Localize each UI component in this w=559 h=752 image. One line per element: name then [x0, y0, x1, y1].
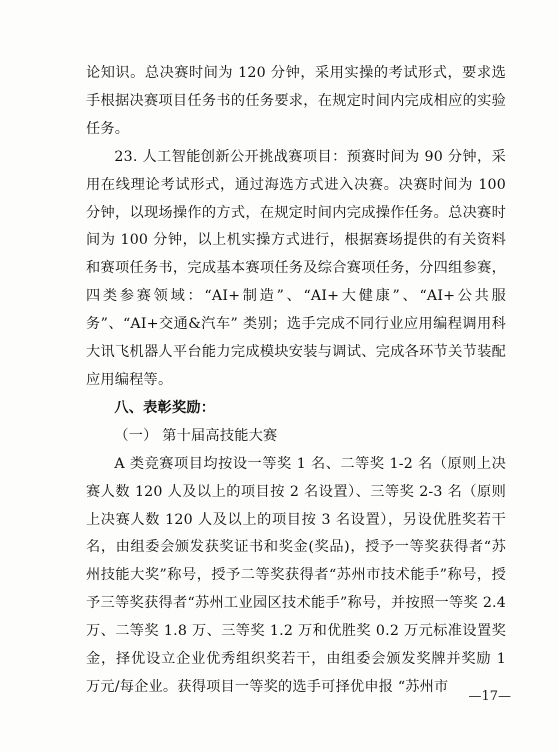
paragraph-continued: 论知识。总决赛时间为 120 分钟，采用实操的考试形式，要求选手根据决赛项目任务书的任务要求，在规定时间内完成相应的实验任务。 [86, 65, 506, 137]
sub-heading: （一） 第十届高技能大赛 [114, 427, 278, 444]
section-heading: 八、表彰奖励： [114, 399, 216, 416]
paragraph-item-23: 23. 人工智能创新公开挑战赛项目：预赛时间为 90 分钟，采用在线理论考试形式，通过海选方式进入决赛。决赛时间为 100 分钟，以现场操作的方式，在规定时间内完成操作任务。总决赛时间为 100 分钟，以上机实操方式进行，根据赛场提供的有关资料和赛项任务书，完成基本赛项任务及综合赛项任务，分四组参赛，四类参赛领域：“AI+制造”、“AI+大健康”、“AI+公共服务”、“AI+交通&汽车” 类别；选手完成不同行业应用编程调用科大讯飞机器人平台能力完成模块安装与调试、完成各环节关节装配应用编程等。 [86, 148, 506, 388]
document-body [86, 60, 506, 702]
paragraph-awards: A 类竞赛项目均按设一等奖 1 名、二等奖 1-2 名（原则上决赛人数 120 人及以上的项目按 2 名设置）、三等奖 2-3 名（原则上决赛人数 120 人及以上的项目按 3 名设置），另设优胜奖若干名，由组委会颁发获奖证书和奖金(奖品)，授予一等奖获得者“苏州技能大奖”称号，授予二等奖获得者“苏州市技术能手”称号，授予三等奖获得者“苏州工业园区技术能手”称号，并按照一等奖 2.4 万、二等奖 1.8 万、三等奖 1.2 万和优胜奖 0.2 万元标准设置奖金，择优设立企业优秀组织奖若干，由组委会颁发奖牌并奖励 1 万元/每企业。获得项目一等奖的选手可择优申报 “苏州市 [86, 455, 506, 695]
page-number: —17— [468, 689, 511, 704]
